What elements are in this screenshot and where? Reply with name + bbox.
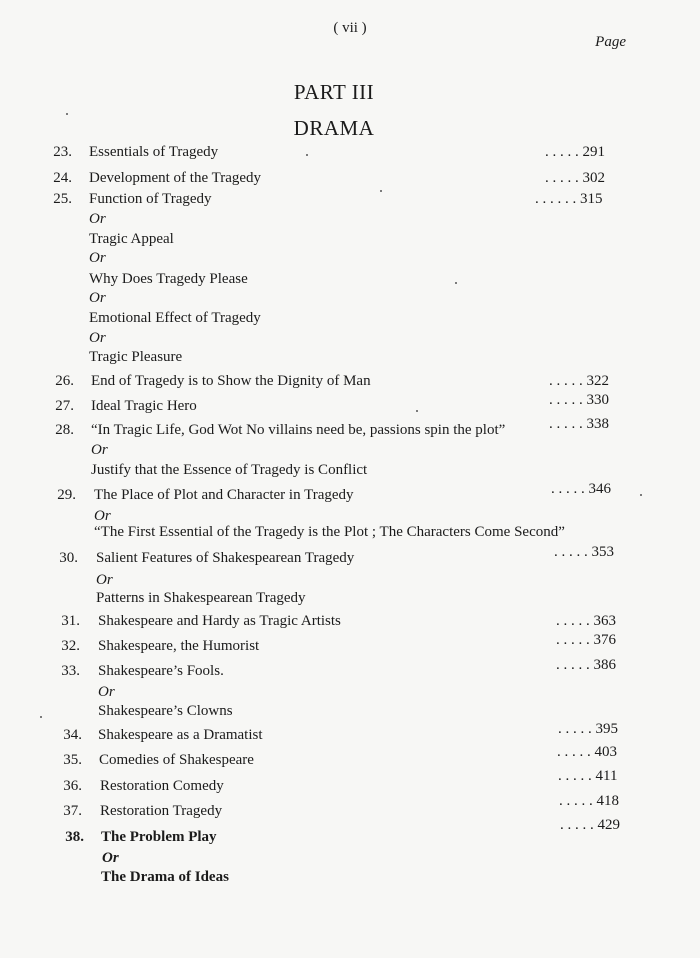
entry-page-number: . . . . . 429 xyxy=(560,817,620,833)
entry-page-number: . . . . . 418 xyxy=(559,793,619,809)
print-speck xyxy=(455,282,457,284)
entry-title: Comedies of Shakespeare xyxy=(99,752,254,768)
entry-title: Shakespeare, the Humorist xyxy=(98,638,260,654)
or-connector: Or xyxy=(102,850,119,866)
section-title: DRAMA xyxy=(293,116,375,140)
alternate-title: Patterns in Shakespearean Tragedy xyxy=(96,590,306,606)
entry-title: Essentials of Tragedy xyxy=(89,144,219,160)
entry-number: 27. xyxy=(55,398,74,414)
entry-number: 23. xyxy=(53,144,72,160)
entry-title: Restoration Comedy xyxy=(100,778,224,794)
entry-number: 37. xyxy=(63,803,82,819)
entry-title: Development of the Tragedy xyxy=(89,170,262,186)
entry-page-number: . . . . . 322 xyxy=(549,373,609,389)
entry-title: Ideal Tragic Hero xyxy=(91,398,197,414)
entry-page-number: . . . . . 338 xyxy=(549,416,609,432)
entry-page-number: . . . . . 353 xyxy=(554,544,614,560)
print-speck xyxy=(640,494,642,496)
alternate-title: Why Does Tragedy Please xyxy=(89,271,248,287)
entry-title: Function of Tragedy xyxy=(89,191,212,207)
or-connector: Or xyxy=(94,508,111,524)
entry-number: 35. xyxy=(63,752,82,768)
alternate-title: Tragic Pleasure xyxy=(89,349,183,365)
entry-title: End of Tragedy is to Show the Dignity of Man xyxy=(91,373,371,389)
entry-page-number: . . . . . 346 xyxy=(551,481,611,497)
or-connector: Or xyxy=(96,572,113,588)
print-speck xyxy=(380,190,382,192)
entry-number: 25. xyxy=(53,191,72,207)
entry-number: 38. xyxy=(65,829,84,845)
entry-number: 26. xyxy=(55,373,74,389)
entry-page-number: . . . . . 376 xyxy=(556,632,616,648)
entry-title: The Place of Plot and Character in Tragedy xyxy=(94,487,354,503)
entry-number: 33. xyxy=(61,663,80,679)
entry-page-number: . . . . . 395 xyxy=(558,721,618,737)
entry-number: 29. xyxy=(57,487,76,503)
print-speck xyxy=(40,716,42,718)
or-connector: Or xyxy=(89,250,106,266)
entry-number: 36. xyxy=(63,778,82,794)
entry-page-number: . . . . . 291 xyxy=(545,144,605,160)
entry-page-number: . . . . . 363 xyxy=(556,613,616,629)
entry-page-number: . . . . . 302 xyxy=(545,170,605,186)
print-speck xyxy=(416,410,418,412)
entry-number: 24. xyxy=(53,170,72,186)
page-column-heading: Page xyxy=(595,34,626,50)
entry-title: The Problem Play xyxy=(101,829,217,845)
entry-title: Salient Features of Shakespearean Tragedy xyxy=(96,550,355,566)
entry-number: 28. xyxy=(55,422,74,438)
print-speck xyxy=(66,113,68,115)
or-connector: Or xyxy=(91,442,108,458)
entry-page-number: . . . . . 386 xyxy=(556,657,616,673)
print-speck xyxy=(306,154,308,156)
entry-number: 34. xyxy=(63,727,82,743)
entry-number: 32. xyxy=(61,638,80,654)
alternate-title: Justify that the Essence of Tragedy is Conflict xyxy=(91,462,368,478)
or-connector: Or xyxy=(89,330,106,346)
alternate-title: Emotional Effect of Tragedy xyxy=(89,310,261,326)
or-connector: Or xyxy=(89,211,106,227)
part-title: PART III xyxy=(293,80,375,104)
entry-page-number: . . . . . 330 xyxy=(549,392,609,408)
or-connector: Or xyxy=(98,684,115,700)
entry-page-number: . . . . . 411 xyxy=(558,768,618,784)
entry-title: Shakespeare’s Fools. xyxy=(98,663,224,679)
entry-number: 30. xyxy=(59,550,78,566)
entry-title: Shakespeare and Hardy as Tragic Artists xyxy=(98,613,341,629)
alternate-title: Tragic Appeal xyxy=(89,231,174,247)
entry-page-number: . . . . . 403 xyxy=(557,744,617,760)
entry-title: “In Tragic Life, God Wot No villains need be, passions spin the plot” xyxy=(91,422,506,438)
entry-number: 31. xyxy=(61,613,80,629)
alternate-title: “The First Essential of the Tragedy is the Plot ; The Characters Come Second” xyxy=(94,524,565,540)
entry-page-number: . . . . . . 315 xyxy=(535,191,603,207)
or-connector: Or xyxy=(89,290,106,306)
alternate-title: The Drama of Ideas xyxy=(101,869,229,885)
alternate-title: Shakespeare’s Clowns xyxy=(98,703,233,719)
entry-title: Shakespeare as a Dramatist xyxy=(98,727,263,743)
entry-title: Restoration Tragedy xyxy=(100,803,223,819)
page-folio: ( vii ) xyxy=(333,20,367,36)
